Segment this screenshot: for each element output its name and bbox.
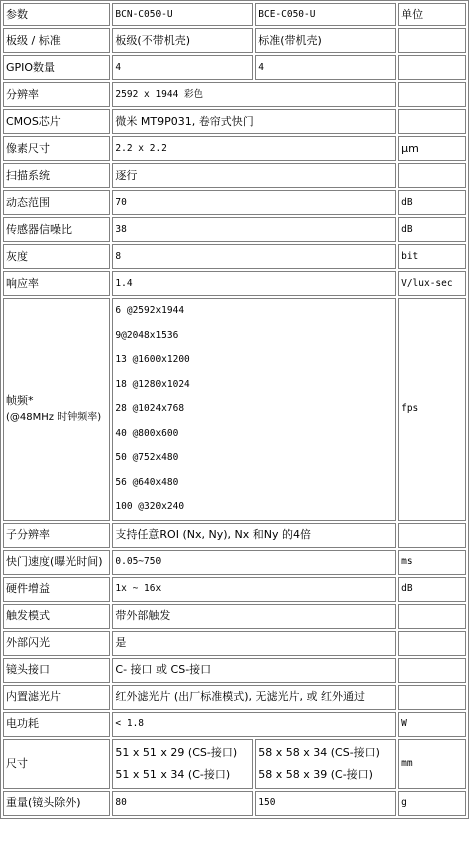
row-scan — [3, 163, 466, 188]
lens-label: 镜头接口 — [3, 658, 110, 683]
cmos-value: 微米 MT9P031, 卷帘式快门 — [112, 109, 396, 134]
framerate-value: 13 @1600x1200 — [115, 354, 190, 365]
scan-value: 逐行 — [112, 163, 396, 188]
dynamic-value: 70 — [112, 190, 396, 215]
resolution-label: 分辨率 — [3, 82, 110, 107]
size-bcn-c: 51 x 51 x 34 (C-接口) — [115, 767, 231, 781]
cmos-label: CMOS芯片 — [3, 109, 110, 134]
gain-value: 1x ~ 16x — [112, 577, 396, 602]
row-trigger — [3, 604, 466, 629]
framerate-value: 100 @320x240 — [115, 501, 185, 512]
row-subres — [3, 523, 466, 548]
shutter-label: 快门速度(曝光时间) — [3, 550, 110, 575]
flash-value: 是 — [112, 631, 396, 656]
board-bcn: 板级(不带机壳) — [112, 28, 253, 53]
board-unit — [398, 28, 466, 53]
snr-value: 38 — [112, 217, 396, 242]
row-dynamic-range — [3, 190, 466, 215]
row-gpio — [3, 55, 466, 80]
row-gain — [3, 577, 466, 602]
weight-bcn: 80 — [112, 791, 253, 816]
power-value: < 1.8 — [112, 712, 396, 737]
size-bce-cs: 58 x 58 x 34 (CS-接口) — [258, 745, 380, 759]
size-unit: mm — [398, 739, 466, 789]
snr-label: 传感器信噪比 — [3, 217, 110, 242]
pixel-label: 像素尺寸 — [3, 136, 110, 161]
filter-unit — [398, 685, 466, 710]
row-pixel — [3, 136, 466, 161]
board-bce: 标准(带机壳) — [255, 28, 396, 53]
row-framerate — [3, 298, 466, 521]
power-label: 电功耗 — [3, 712, 110, 737]
row-snr — [3, 217, 466, 242]
header-model-bcn: BCN-C050-U — [112, 3, 253, 26]
gray-unit: bit — [398, 244, 466, 269]
lens-value: C- 接口 或 CS-接口 — [112, 658, 396, 683]
weight-label: 重量(镜头除外) — [3, 791, 110, 816]
gain-unit: dB — [398, 577, 466, 602]
size-bcn-cs: 51 x 51 x 29 (CS-接口) — [115, 745, 238, 759]
row-power — [3, 712, 466, 737]
framerate-value: 50 @752x480 — [115, 452, 179, 463]
gray-value: 8 — [112, 244, 396, 269]
row-lens — [3, 658, 466, 683]
row-filter — [3, 685, 466, 710]
size-bcn — [112, 739, 253, 789]
subres-unit — [398, 523, 466, 548]
pixel-value: 2.2 x 2.2 — [112, 136, 396, 161]
response-label: 响应率 — [3, 271, 110, 296]
row-shutter — [3, 550, 466, 575]
row-gray — [3, 244, 466, 269]
pixel-unit: μm — [398, 136, 466, 161]
header-model-bce: BCE-C050-U — [255, 3, 396, 26]
header-row — [3, 3, 466, 26]
filter-value: 红外滤光片 (出厂标准模式), 无滤光片, 或 红外通过 — [112, 685, 396, 710]
size-label: 尺寸 — [3, 739, 110, 789]
row-weight — [3, 791, 466, 816]
resolution-value: 2592 x 1944 彩色 — [112, 82, 396, 107]
dynamic-label: 动态范围 — [3, 190, 110, 215]
scan-unit — [398, 163, 466, 188]
flash-label: 外部闪光 — [3, 631, 110, 656]
subres-label: 子分辨率 — [3, 523, 110, 548]
trigger-value: 带外部触发 — [112, 604, 396, 629]
header-param: 参数 — [3, 3, 110, 26]
row-board — [3, 28, 466, 53]
size-bce-c: 58 x 58 x 39 (C-接口) — [258, 767, 373, 781]
dynamic-unit: dB — [398, 190, 466, 215]
gpio-unit — [398, 55, 466, 80]
framerate-value: 28 @1024x768 — [115, 403, 185, 414]
header-unit: 单位 — [398, 3, 466, 26]
gain-label: 硬件增益 — [3, 577, 110, 602]
size-bce — [255, 739, 396, 789]
row-response — [3, 271, 466, 296]
framerate-unit: fps — [398, 298, 466, 521]
gpio-bce: 4 — [255, 55, 396, 80]
flash-unit — [398, 631, 466, 656]
gpio-bcn: 4 — [112, 55, 253, 80]
weight-bce: 150 — [255, 791, 396, 816]
framerate-values — [112, 298, 396, 521]
resolution-unit — [398, 82, 466, 107]
shutter-unit: ms — [398, 550, 466, 575]
shutter-value: 0.05~750 — [112, 550, 396, 575]
trigger-unit — [398, 604, 466, 629]
power-unit: W — [398, 712, 466, 737]
gray-label: 灰度 — [3, 244, 110, 269]
response-unit: V/lux-sec — [398, 271, 466, 296]
row-cmos — [3, 109, 466, 134]
row-flash — [3, 631, 466, 656]
framerate-sublabel: (@48MHz 时钟频率) — [6, 411, 102, 423]
framerate-value: 9@2048x1536 — [115, 329, 179, 341]
subres-value: 支持任意ROI (Nx, Ny), Nx 和Ny 的4倍 — [112, 523, 396, 548]
framerate-value: 18 @1280x1024 — [115, 378, 190, 390]
filter-label: 内置滤光片 — [3, 685, 110, 710]
lens-unit — [398, 658, 466, 683]
framerate-value: 56 @640x480 — [115, 476, 179, 488]
framerate-value: 40 @800x600 — [115, 427, 179, 439]
scan-label: 扫描系统 — [3, 163, 110, 188]
row-size — [3, 739, 466, 789]
framerate-label: 帧频* — [6, 393, 34, 407]
row-resolution — [3, 82, 466, 107]
response-value: 1.4 — [112, 271, 396, 296]
board-label: 板级 / 标准 — [3, 28, 110, 53]
snr-unit: dB — [398, 217, 466, 242]
framerate-value: 6 @2592x1944 — [115, 305, 185, 316]
cmos-unit — [398, 109, 466, 134]
weight-unit: g — [398, 791, 466, 816]
gpio-label: GPIO数量 — [3, 55, 110, 80]
framerate-label-cell — [3, 298, 110, 521]
trigger-label: 触发模式 — [3, 604, 110, 629]
